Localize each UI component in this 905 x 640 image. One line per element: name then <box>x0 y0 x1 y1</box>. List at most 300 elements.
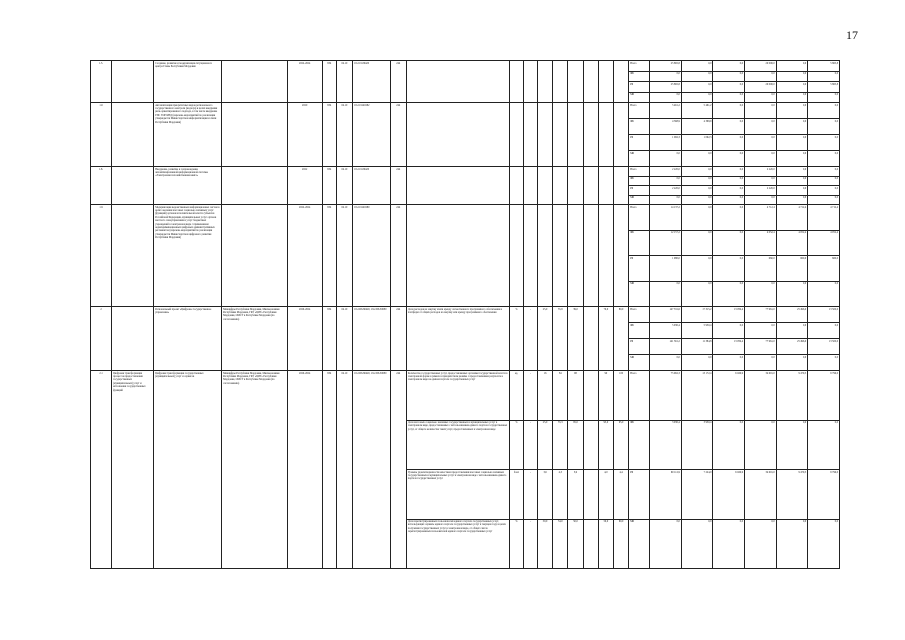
fin-2024: 5 865,8 <box>808 61 840 72</box>
fin-2023: 0,0 <box>776 135 808 151</box>
fin-2021: 0,0 <box>713 420 745 470</box>
row-csr: 18.2.01.R0280 <box>353 205 390 307</box>
table-row <box>91 205 840 231</box>
fin-2021: 0,0 <box>713 151 745 167</box>
row-period: 2020-2024 <box>287 371 322 569</box>
fin-2022: 2 220,0 <box>745 167 777 177</box>
row-unit <box>509 61 523 103</box>
row-value-v2: 84 <box>553 371 568 421</box>
fin-total: 5 930,4 <box>650 323 682 339</box>
fin-2023: 0,0 <box>776 186 808 196</box>
fin-total: 4 368,9 <box>650 119 682 135</box>
row-rz: 04.10 <box>336 205 352 307</box>
fin-2022: 34 601,0 <box>745 371 777 421</box>
table-body <box>91 61 840 569</box>
fin-2020: 0,0 <box>681 256 713 282</box>
fin-2023: 0,0 <box>776 519 808 569</box>
row-value-v4 <box>583 371 598 421</box>
row-parent-title <box>112 103 154 167</box>
row-value-v1: 50,0 <box>537 519 552 569</box>
fin-2023: 4 712,4 <box>776 205 808 231</box>
fin-2024: 0,0 <box>808 323 840 339</box>
row-title: Региональный проект «Цифровое государственное управление» <box>154 307 222 371</box>
fin-2022: 0,0 <box>745 323 777 339</box>
row-value-v1: 3,6 <box>537 470 552 520</box>
fin-2021: 0,0 <box>713 205 745 231</box>
row-value-v4 <box>583 420 598 470</box>
row-value-v1: 25,0 <box>537 420 552 470</box>
fin-2022: 2 220,0 <box>745 186 777 196</box>
row-rz: 04.10 <box>336 307 352 371</box>
table-row <box>91 61 840 72</box>
fin-2020: 0,0 <box>681 61 713 72</box>
row-value-v6 <box>613 103 628 167</box>
row-grbs: 834 <box>322 167 336 205</box>
fin-2020: 0,0 <box>681 519 713 569</box>
fin-source: Всего <box>629 167 650 177</box>
fin-2020: 0,0 <box>681 92 713 103</box>
row-vr: 244 <box>390 307 406 371</box>
row-period: 2020-2024 <box>287 307 322 371</box>
fin-total: 14 137,2 <box>650 205 682 231</box>
fin-2022: 0,0 <box>745 71 777 82</box>
row-base <box>523 103 537 167</box>
row-title: Модернизация ведомственных информационных систем в целях оказания массовых социально значимых услуг (функций) органов исполнительной власти субъектов Российской Федерации, муниципальных услуг органов местного самоуправления и услуг бюджетных учреждений в электронном виде с применением недискриминационных цифровых административных регламентов (перечень мероприятий по реализации утверждается Министерством цифрового развития Республики Мордовия) <box>154 205 222 307</box>
row-value-v6 <box>613 167 628 205</box>
fin-source: МБ <box>629 519 650 569</box>
row-indicator: Доля зарегистрированных пользователей единого портала государственных услуг, использующих сервисы единого портала государственных услуг в текущем году в целях получения государственных услуг в электронном виде, от общего числа зарегистрированных пользователей единого портала государственных услуг <box>406 519 509 569</box>
fin-2021: 0,0 <box>713 167 745 177</box>
fin-2020: 0,0 <box>681 167 713 177</box>
row-value-v2 <box>553 103 568 167</box>
fin-source: РБ <box>629 82 650 93</box>
row-value-v3: 98 <box>568 371 583 421</box>
row-period: 2022-2024 <box>287 61 322 103</box>
fin-2021: 0,0 <box>713 519 745 569</box>
row-value-v2 <box>553 167 568 205</box>
row-number: 1.8. <box>91 167 112 205</box>
program-table <box>90 60 840 569</box>
row-value-v2 <box>553 205 568 307</box>
row-value-v4 <box>583 167 598 205</box>
fin-source: ФБ <box>629 176 650 186</box>
row-base <box>523 61 537 103</box>
row-executor <box>222 103 288 167</box>
row-value-v2: 55,8 <box>553 307 568 371</box>
row-parent-title <box>112 61 154 103</box>
fin-2023: 0,0 <box>776 323 808 339</box>
row-parent-title <box>112 167 154 205</box>
fin-2024: 0,0 <box>808 135 840 151</box>
fin-2022: 34 601,0 <box>745 470 777 520</box>
fin-2020: 0,0 <box>681 82 713 93</box>
fin-2023: 0,0 <box>776 195 808 205</box>
fin-total: 0,0 <box>650 71 682 82</box>
fin-2023: 25 496,0 <box>776 307 808 323</box>
row-value-v6: 4,4 <box>613 470 628 520</box>
row-vr: 244 <box>390 371 406 569</box>
fin-2023: 0,0 <box>776 420 808 470</box>
row-period: 2022 <box>287 167 322 205</box>
fin-2022: 0,0 <box>745 119 777 135</box>
fin-2022: 0,0 <box>745 151 777 167</box>
row-value-v5: 70,0 <box>598 307 613 371</box>
fin-source: ФБ <box>629 119 650 135</box>
row-value-v5 <box>598 61 613 103</box>
row-indicator: Количество государственных услуг, предоставляемых органами государственной власти в электронной форме в рамках в приоритетном режиме с предоставлением результата в электронном виде на едином портале государственных услуг <box>406 371 509 421</box>
fin-2021: 6 026,9 <box>713 371 745 421</box>
row-base: - <box>523 470 537 520</box>
fin-total: 0,0 <box>650 92 682 103</box>
row-number: 1.6 <box>91 103 112 167</box>
fin-2020: 4 368,9 <box>681 119 713 135</box>
row-vr: 244 <box>390 61 406 103</box>
row-value-v4 <box>583 519 598 569</box>
fin-source: МБ <box>629 151 650 167</box>
fin-2024: 4 712,4 <box>808 205 840 231</box>
fin-2024: 0,0 <box>808 119 840 135</box>
fin-2020: 1 092,3 <box>681 135 713 151</box>
fin-total: 2 220,0 <box>650 167 682 177</box>
fin-2020: 0,0 <box>681 355 713 371</box>
fin-source: РБ <box>629 135 650 151</box>
fin-2024: 0,0 <box>808 71 840 82</box>
row-grbs: 834 <box>322 307 336 371</box>
fin-2020: 17 315,2 <box>681 307 713 323</box>
fin-2024: 5 865,8 <box>808 82 840 93</box>
row-unit <box>509 167 523 205</box>
fin-2023: 0,0 <box>776 176 808 186</box>
fin-2021: 0,0 <box>713 195 745 205</box>
fin-2023: 9 479,5 <box>776 470 808 520</box>
fin-total: 75 962,3 <box>650 371 682 421</box>
row-value-v5 <box>598 103 613 167</box>
row-value-v4 <box>583 61 598 103</box>
fin-2024: 0,0 <box>808 186 840 196</box>
table-row <box>91 307 840 323</box>
fin-2020: 3 930,4 <box>681 420 713 470</box>
table-row <box>91 103 840 119</box>
fin-2024: 0,0 <box>808 103 840 119</box>
row-number: 1.9 <box>91 205 112 307</box>
row-title: Автоматизация приоритетных видов регионального государственного контроля (надзора) в целях внедрения риск-ориентированного подхода, в том числе внедрение ГИС ТОР КНД (перечень мероприятий по реализации утверждается Министерством информатизации и связи Республики Мордовия) <box>154 103 222 167</box>
fin-total: 147 331,6 <box>650 307 682 323</box>
row-value-v1 <box>537 167 552 205</box>
fin-source: Всего <box>629 371 650 421</box>
fin-source: МБ <box>629 355 650 371</box>
fin-2021: 0,0 <box>713 355 745 371</box>
row-title: Создание, развитие и модернизация ситуационного центра Главы Республики Мордовия <box>154 61 222 103</box>
row-unit: % <box>509 307 523 371</box>
row-executor <box>222 167 288 205</box>
table-row <box>91 167 840 177</box>
row-value-v3: 39,0 <box>568 307 583 371</box>
fin-2023: 0,0 <box>776 119 808 135</box>
fin-2023: 0,0 <box>776 167 808 177</box>
fin-2024: 0,0 <box>808 176 840 186</box>
row-unit <box>509 103 523 167</box>
fin-2022: 0,0 <box>745 355 777 371</box>
fin-2020: 11 384,8 <box>681 339 713 355</box>
row-rz: 04.10 <box>336 167 352 205</box>
fin-total: 0,0 <box>650 195 682 205</box>
row-indicator: Доля расходов на закупку и/или аренду отечественного программного обеспечения и платформ от общих расходов на закупку или аренду программного обеспечения <box>406 307 509 371</box>
fin-2021: 0,0 <box>713 176 745 186</box>
fin-2023: 660,0 <box>776 256 808 282</box>
fin-2022: 0,0 <box>745 176 777 186</box>
row-base: - <box>523 307 537 371</box>
fin-2024: 4 052,4 <box>808 230 840 256</box>
row-parent-title: Цифровая трансформация процессов предоставления государственных (муниципальных) услуг и исполнения государственных функций <box>112 371 154 569</box>
row-grbs: 834 <box>322 371 336 569</box>
fin-2022: 0,0 <box>745 135 777 151</box>
fin-total: 0,0 <box>650 519 682 569</box>
row-csr: 18.2.D6.80420, 18.2.D6.50080 <box>353 371 390 569</box>
fin-2021: 0,0 <box>713 281 745 307</box>
row-vr: 244 <box>390 167 406 205</box>
fin-total: 1 980,0 <box>650 256 682 282</box>
fin-source: РБ <box>629 256 650 282</box>
row-value-v4 <box>583 307 598 371</box>
fin-source: МБ <box>629 195 650 205</box>
row-csr: 18.2.01.R0282 <box>353 103 390 167</box>
fin-2021: 13 059,4 <box>713 339 745 355</box>
row-indicator <box>406 167 509 205</box>
row-csr: 18.2.D6.80420, 18.2.D6.50080 <box>353 307 390 371</box>
row-base <box>523 167 537 205</box>
fin-2020: 13 172,4 <box>681 371 713 421</box>
row-rz: 04.10 <box>336 103 352 167</box>
row-value-v6: 60,0 <box>613 519 628 569</box>
fin-2020: 0,0 <box>681 71 713 82</box>
fin-2023: 25 496,0 <box>776 339 808 355</box>
fin-source: ФБ <box>629 420 650 470</box>
row-unit: балл <box>509 470 523 520</box>
row-base: - <box>523 519 537 569</box>
row-value-v3: 50,0 <box>568 519 583 569</box>
row-value-v2: 54,0 <box>553 519 568 569</box>
row-indicator <box>406 205 509 307</box>
fin-2024: 9 796,0 <box>808 371 840 421</box>
row-value-v3: 95,0 <box>568 420 583 470</box>
row-value-v1 <box>537 103 552 167</box>
fin-2022: 660,0 <box>745 256 777 282</box>
fin-source: Всего <box>629 205 650 231</box>
fin-2024: 0,0 <box>808 281 840 307</box>
row-indicator: Доля массовых социально значимых государственных и муниципальных услуг в электронном виде, предоставляемых с использованием единого портала государственных услуг, от общего количества таких услуг, предоставленных в электронном виде <box>406 420 509 470</box>
fin-2021: 0,0 <box>713 186 745 196</box>
fin-2021: 0,0 <box>713 71 745 82</box>
row-title: Цифровая трансформация государственных (муниципальных) услуг и сервисов <box>154 371 222 569</box>
fin-2024: 0,0 <box>808 355 840 371</box>
row-value-v5: 95,0 <box>598 420 613 470</box>
fin-2021: 0,0 <box>713 82 745 93</box>
fin-2021: 6 026,9 <box>713 470 745 520</box>
fin-2021: 0,0 <box>713 61 745 72</box>
row-csr: 18.2.01.80420 <box>353 61 390 103</box>
fin-2021: 0,0 <box>713 92 745 103</box>
row-value-v2: 4,3 <box>553 470 568 520</box>
row-vr: 244 <box>390 205 406 307</box>
fin-total: 25 865,8 <box>650 61 682 72</box>
row-unit <box>509 205 523 307</box>
fin-total: 25 865,8 <box>650 82 682 93</box>
row-grbs: 834 <box>322 205 336 307</box>
fin-2024: 0,0 <box>808 151 840 167</box>
fin-2024: 0,0 <box>808 420 840 470</box>
fin-2023: 0,0 <box>776 61 808 72</box>
fin-2022: 0,0 <box>745 519 777 569</box>
fin-2024: 660,0 <box>808 256 840 282</box>
fin-2024: 13 500,0 <box>808 307 840 323</box>
fin-2021: 0,0 <box>713 323 745 339</box>
fin-2020: 0,0 <box>681 281 713 307</box>
row-value-v1 <box>537 205 552 307</box>
fin-2024: 0,0 <box>808 195 840 205</box>
fin-2021: 0,0 <box>713 135 745 151</box>
fin-2024: 0,0 <box>808 167 840 177</box>
fin-2020: 5 930,4 <box>681 323 713 339</box>
fin-2022: 0,0 <box>745 281 777 307</box>
row-base <box>523 205 537 307</box>
fin-total: 3 930,4 <box>650 420 682 470</box>
fin-source: Всего <box>629 103 650 119</box>
fin-2023: 0,0 <box>776 355 808 371</box>
row-value-v6: 95,0 <box>613 420 628 470</box>
row-period: 2020 <box>287 103 322 167</box>
fin-2022: 77 961,0 <box>745 307 777 323</box>
row-value-v3: 3,9 <box>568 470 583 520</box>
fin-source: МБ <box>629 92 650 103</box>
row-value-v4 <box>583 103 598 167</box>
row-executor: Минцифры Республики Мордовия, Минэкономики Республики Мордовия, ГКУ «ЦИТ» Республики Мордовия, ОМСУ в Республике Мордовия (по согласованию) <box>222 371 288 569</box>
row-parent-title <box>112 307 154 371</box>
fin-2022: 4 052,4 <box>745 230 777 256</box>
fin-2024: 13 500,0 <box>808 339 840 355</box>
fin-2020: 0,0 <box>681 186 713 196</box>
fin-2020: 0,0 <box>681 195 713 205</box>
fin-total: 141 561,2 <box>650 339 682 355</box>
row-indicator: Уровень удовлетворенности качеством предоставления массовых социально значимых государственных и муниципальных услуг в электронном виде с использованием единого портала государственных услуг <box>406 470 509 520</box>
row-value-v5: 90 <box>598 371 613 421</box>
fin-total: 2 220,0 <box>650 186 682 196</box>
fin-2020: 0,0 <box>681 176 713 186</box>
fin-2022: 20 000,0 <box>745 61 777 72</box>
page-number: 17 <box>846 28 858 42</box>
row-value-v3 <box>568 205 583 307</box>
fin-total: 0,0 <box>650 151 682 167</box>
row-value-v5 <box>598 205 613 307</box>
row-base: - <box>523 420 537 470</box>
fin-2021: 0,0 <box>713 103 745 119</box>
fin-source: МБ <box>629 281 650 307</box>
row-value-v6 <box>613 205 628 307</box>
fin-2023: 0,0 <box>776 92 808 103</box>
table-row <box>91 371 840 421</box>
fin-2020: 0,0 <box>681 151 713 167</box>
row-period: 2022-2024 <box>287 205 322 307</box>
row-value-v4 <box>583 470 598 520</box>
fin-2023: 0,0 <box>776 82 808 93</box>
fin-2020: 0,0 <box>681 205 713 231</box>
fin-source: РБ <box>629 470 650 520</box>
row-value-v6: 80,0 <box>613 307 628 371</box>
fin-source: Всего <box>629 61 650 72</box>
row-unit: ед. <box>509 371 523 421</box>
fin-2022: 0,0 <box>745 195 777 205</box>
fin-source: ФБ <box>629 230 650 256</box>
fin-2021: 0,0 <box>713 119 745 135</box>
fin-2022: 0,0 <box>745 92 777 103</box>
fin-2022: 0,0 <box>745 420 777 470</box>
row-parent-title <box>112 205 154 307</box>
fin-2024: 9 796,0 <box>808 470 840 520</box>
fin-2020: 0,0 <box>681 230 713 256</box>
fin-2023: 0,0 <box>776 281 808 307</box>
row-unit: % <box>509 519 523 569</box>
fin-source: ФБ <box>629 71 650 82</box>
row-executor: Минцифры Республики Мордовия, Минэкономики Республики Мордовия, ГКУ «ЦИТ» Республики Мордовия, ОМСУ в Республике Мордовия (по согласованию) <box>222 307 288 371</box>
fin-2020: 5 461,2 <box>681 103 713 119</box>
fin-2021: 0,0 <box>713 256 745 282</box>
row-number: 1.3. <box>91 61 112 103</box>
row-value-v3 <box>568 167 583 205</box>
fin-2024: 0,0 <box>808 519 840 569</box>
row-value-v5 <box>598 167 613 205</box>
fin-total: 0,0 <box>650 176 682 186</box>
row-grbs: 834 <box>322 103 336 167</box>
fin-2021: 0,0 <box>713 230 745 256</box>
fin-source: РБ <box>629 339 650 355</box>
fin-2023: 0,0 <box>776 71 808 82</box>
row-indicator <box>406 103 509 167</box>
fin-total: 12 157,2 <box>650 230 682 256</box>
fin-total: 0,0 <box>650 281 682 307</box>
row-csr: 18.2.01.80420 <box>353 167 390 205</box>
fin-total: 1 092,3 <box>650 135 682 151</box>
row-value-v3 <box>568 103 583 167</box>
row-number: 2.1 <box>91 371 112 569</box>
fin-source: РБ <box>629 186 650 196</box>
row-number: 2 <box>91 307 112 371</box>
fin-2022: 0,0 <box>745 103 777 119</box>
row-value-v6 <box>613 61 628 103</box>
fin-source: ФБ <box>629 323 650 339</box>
row-rz: 04.10 <box>336 61 352 103</box>
row-value-v4 <box>583 205 598 307</box>
fin-total: 69 112,9 <box>650 470 682 520</box>
row-value-v6: 100 <box>613 371 628 421</box>
row-title: Внедрение, развитие и сопровождение автоматизированной информационной системы «Электронная похозяйственная книга» <box>154 167 222 205</box>
fin-2021: 13 059,4 <box>713 307 745 323</box>
row-grbs: 834 <box>322 61 336 103</box>
fin-total: 5 461,2 <box>650 103 682 119</box>
fin-2023: 0,0 <box>776 103 808 119</box>
fin-2024: 0,0 <box>808 92 840 103</box>
row-value-v3 <box>568 61 583 103</box>
fin-2022: 20 000,0 <box>745 82 777 93</box>
row-value-v1: 16 <box>537 371 552 421</box>
row-vr: 244 <box>390 103 406 167</box>
row-value-v2 <box>553 61 568 103</box>
fin-source: Всего <box>629 307 650 323</box>
row-indicator <box>406 61 509 103</box>
fin-2022: 77 961,0 <box>745 339 777 355</box>
row-executor <box>222 205 288 307</box>
fin-2023: 0,0 <box>776 151 808 167</box>
fin-2023: 4 052,4 <box>776 230 808 256</box>
row-base: - <box>523 371 537 421</box>
